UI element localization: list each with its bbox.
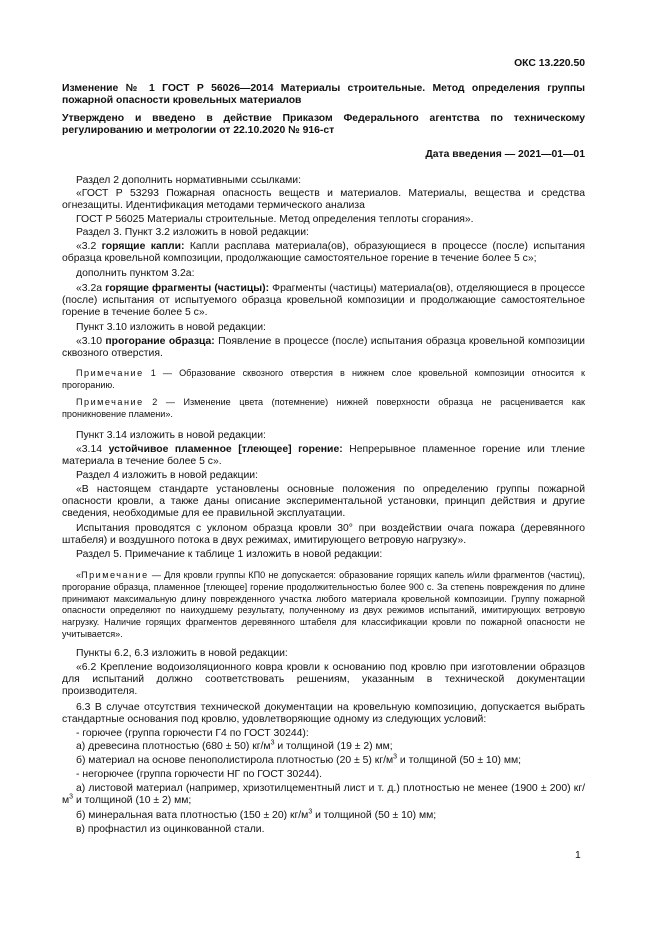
list-item-text: а) листовой материал (например, хризотилцементный лист и т. д.) плотностью не менее (1900 ± 200) кг/м [62, 783, 585, 807]
definition-3-2a [62, 283, 585, 320]
paragraph: 6.3 В случае отсутствия технической документации на кровельную композицию, допускается выбрать стандартные основания под кровлю, удовлетворяющие одному из следующих условий: [62, 702, 585, 726]
list-item: - негорючее (группа горючести НГ по ГОСТ 30244). [76, 769, 323, 780]
paragraph: Пункт 3.14 изложить в новой редакции: [76, 430, 266, 441]
amendment-title: Изменение № 1 ГОСТ Р 56026—2014 Материалы строительные. Метод определения группы пожарной опасности кровельных материалов [62, 83, 585, 107]
paragraph: Пункт 3.10 изложить в новой редакции: [76, 322, 266, 333]
definition-text: Появление в процессе (после) испытания образца кровельной композиции сквозного отверстия. [62, 336, 585, 360]
note-label: Примечание [76, 368, 144, 378]
superscript: 3 [270, 739, 275, 747]
paragraph: «В настоящем стандарте установлены основные положения по определению группы пожарной опасности кровли, а также даны описание экспериментальной установки, принцип действия и другие сведения, необходимые для ее правильной эксплуатации. [62, 484, 585, 520]
oks-code: ОКС 13.220.50 [514, 58, 585, 69]
paragraph: дополнить пунктом 3.2а: [76, 268, 195, 279]
list-item-text: б) минеральная вата плотностью (150 ± 20) кг/м [76, 810, 309, 821]
list-item-text: и толщиной (50 ± 10) мм; [397, 755, 522, 766]
superscript: 3 [393, 753, 398, 761]
definition-text: Капли расплава материала(ов), образующиеся в процессе (после) испытания образца кровельной композиции, продолжающие самостоятельное горение в течение более 5 с»; [62, 241, 585, 265]
note-text: 2 — Изменение цвета (потемнение) нижней поверхности образца не расценивается как проникновение пламени». [62, 397, 585, 419]
definition-3-10 [62, 336, 585, 360]
note-2 [62, 397, 585, 421]
paragraph: Раздел 3. Пункт 3.2 изложить в новой редакции: [76, 227, 309, 238]
list-item-text: и толщиной (10 ± 2) мм; [73, 795, 192, 807]
clause-number: «3.2а [76, 283, 106, 294]
list-item-text: и толщиной (19 ± 2) мм; [274, 741, 393, 752]
paragraph: Раздел 5. Примечание к таблице 1 изложить в новой редакции: [76, 549, 383, 560]
paragraph: Раздел 4 изложить в новой редакции: [76, 470, 258, 481]
list-item: - горючее (группа горючести Г4 по ГОСТ 30244): [76, 728, 309, 739]
paragraph: Раздел 2 дополнить нормативными ссылками: [76, 175, 302, 186]
paragraph: «ГОСТ Р 53293 Пожарная опасность веществ и материалов. Материалы, вещества и средства огнезащиты. Идентификация методами термического анализа [62, 188, 585, 212]
term: горящие капли: [101, 241, 185, 252]
paragraph: «6.2 Крепление водоизоляционного ковра кровли к основанию под кровлю при изготовлении образцов для испытаний должно соответствовать решениям, указанным в технической документации производителя. [62, 662, 585, 698]
note-label: Примечание [76, 397, 144, 407]
list-item [62, 783, 585, 807]
paragraph: ГОСТ Р 56025 Материалы строительные. Метод определения теплоты сгорания». [76, 214, 474, 225]
clause-number: «3.2 [76, 241, 102, 252]
note-label: Примечание [81, 570, 149, 580]
definition-text: Фрагменты (частицы) материала(ов), отделяющиеся в процессе (после) испытания от испытуемого образца кровельной композиции и продолжающие самостоятельное горение в течение более 5 с». [62, 283, 585, 319]
note-1 [62, 368, 585, 392]
clause-number: «3.14 [76, 444, 109, 455]
superscript: 3 [308, 808, 313, 816]
term: устойчивое пламенное [тлеющее] горение: [108, 444, 343, 455]
note-table-1 [62, 570, 585, 641]
definition-3-14 [62, 444, 585, 468]
definition-text: Непрерывное пламенное горение или тление материала в течение более 5 с». [62, 444, 585, 468]
term: горящие фрагменты (частицы): [105, 283, 270, 294]
approval-statement: Утверждено и введено в действие Приказом Федерального агентства по техническому регулированию и метрологии от 22.10.2020 № 916-ст [62, 113, 585, 137]
clause-number: «3.10 [76, 336, 106, 347]
term: прогорание образца: [105, 336, 215, 347]
superscript: 3 [69, 793, 74, 801]
list-item: в) профнастил из оцинкованной стали. [76, 824, 265, 835]
list-item-text: и толщиной (50 ± 10) мм; [312, 810, 437, 821]
definition-3-2 [62, 241, 585, 265]
quote-mark: « [76, 570, 82, 580]
page-number: 1 [575, 850, 581, 861]
list-item-text: б) материал на основе пенополистирола плотностью (20 ± 5) кг/м [76, 755, 394, 766]
paragraph: Испытания проводятся с уклоном образца кровли 30° при воздействии очага пожара (деревянного штабеля) и воздушного потока в двух режимах, имитирующего ветровую нагрузку». [62, 523, 585, 547]
list-item-text: а) древесина плотностью (680 ± 50) кг/м [76, 741, 271, 752]
list-item [62, 741, 585, 753]
list-item [62, 755, 585, 767]
note-text: — Для кровли группы КП0 не допускается: образование горящих капель и/или фрагментов (частиц), прогорание образца, пламенное [тлеющее] горение продолжительностью более 900 с. За степень повреждения по длине принимают максимальную длину поврежденного участка любого материала кровельной композиции. Группу пожарной опасности определяют по наихудшему результату, полученному из двух режимов испытаний, имитирующих ветровую нагрузку. Наличие горящих фрагментов деревянного штабеля для классификации кровли по пожарной опасности не учитывается». [62, 570, 585, 639]
effective-date: Дата введения — 2021—01—01 [425, 149, 585, 160]
note-text: 1 — Образование сквозного отверстия в нижнем слое кровельной композиции относится к прогоранию. [62, 368, 585, 390]
list-item [62, 810, 585, 822]
paragraph: Пункты 6.2, 6.3 изложить в новой редакции: [76, 648, 288, 659]
